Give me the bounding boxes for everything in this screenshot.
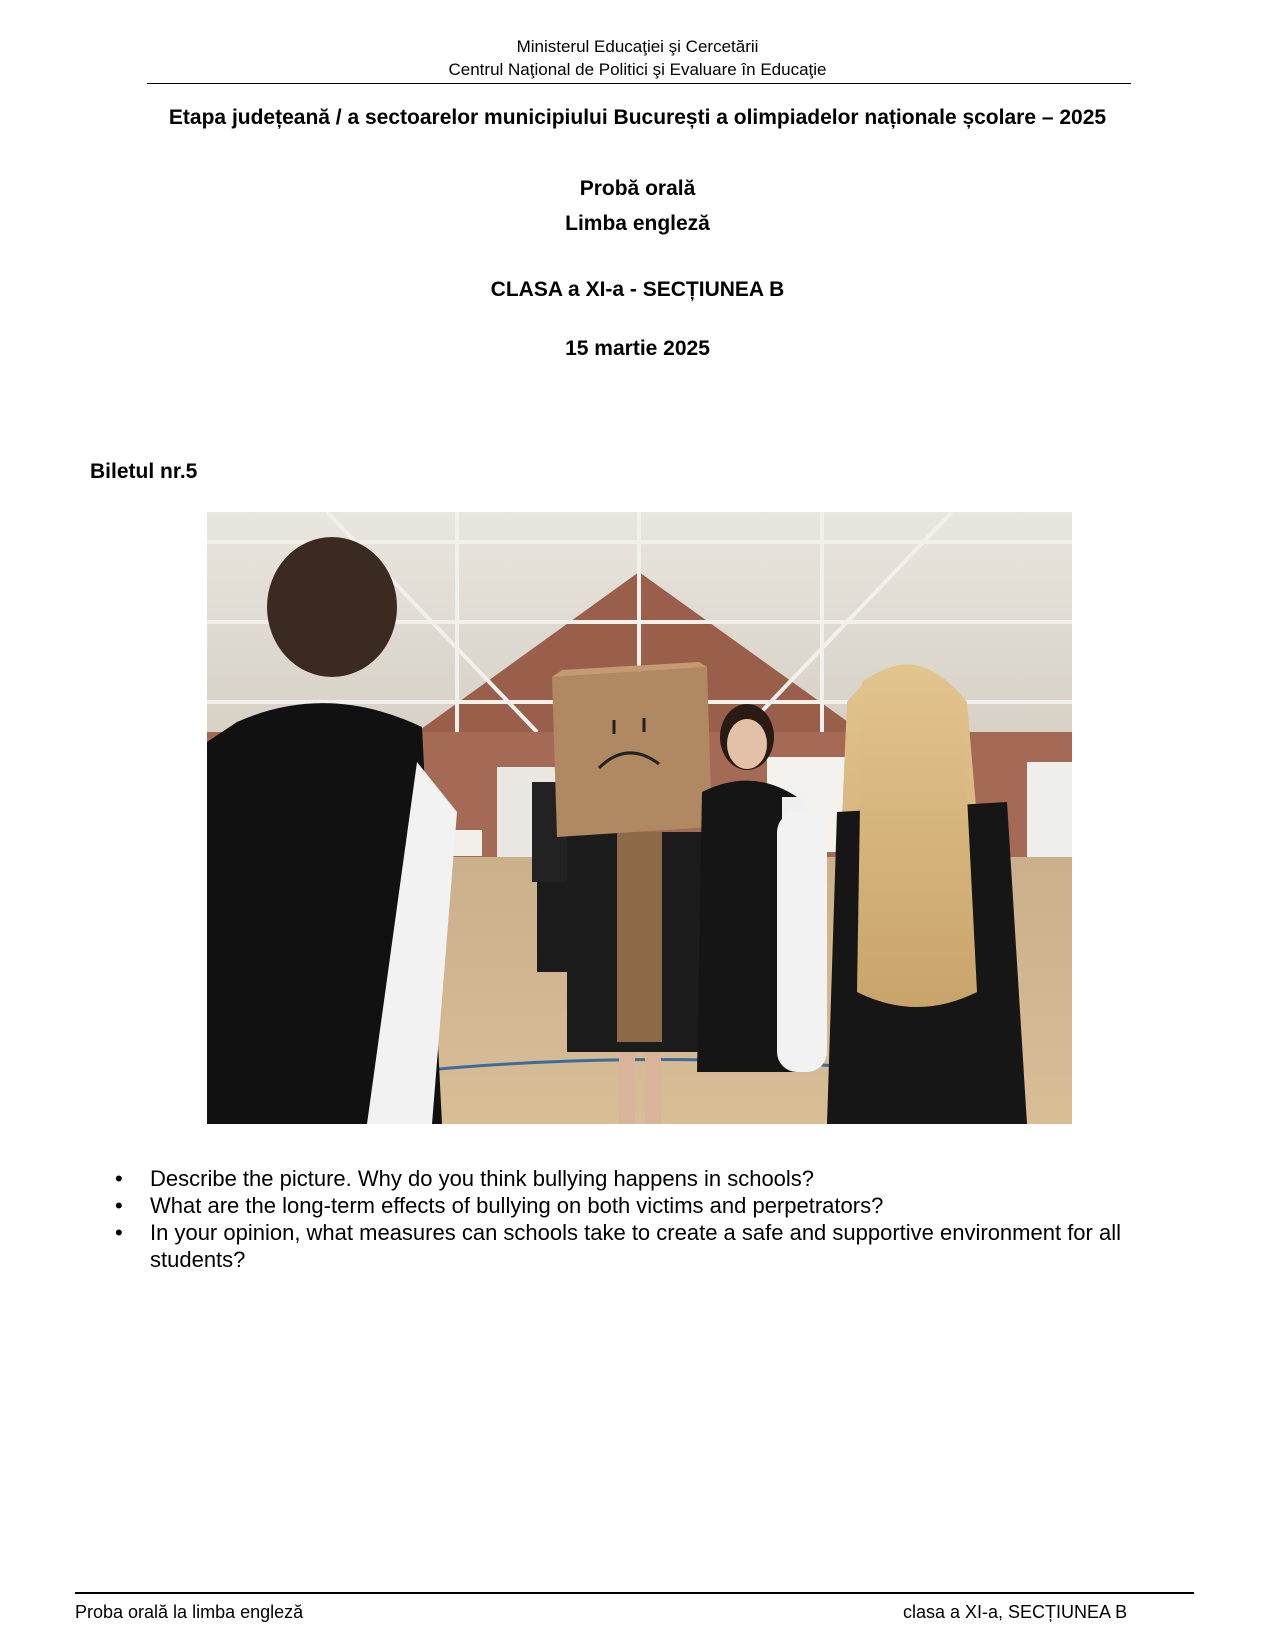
header-divider (147, 83, 1131, 84)
ticket-label: Biletul nr.5 (90, 460, 198, 483)
list-item (110, 1165, 1180, 1192)
question-list (110, 1165, 1180, 1273)
bullet-marker: • (115, 1220, 123, 1245)
list-item (110, 1192, 1180, 1219)
question-text: What are the long-term effects of bullying on both victims and perpetrators? (150, 1193, 884, 1218)
footer-divider (75, 1592, 1194, 1594)
olympiad-title: Etapa județeană / a sectoarelor municipiului București a olimpiadelor naționale școlare – 2025 (168, 106, 1107, 129)
question-text: In your opinion, what measures can schools take to create a safe and supportive environment for all students? (150, 1220, 1121, 1272)
footer-exam: Proba orală la limba engleză (75, 1602, 304, 1622)
list-item (110, 1219, 1180, 1273)
question-text: Describe the picture. Why do you think bullying happens in schools? (150, 1166, 815, 1191)
bullet-marker: • (115, 1166, 123, 1191)
footer-grade: clasa a XI-a, SECȚIUNEA B (903, 1602, 1128, 1622)
exam-type: Probă orală (579, 177, 696, 200)
exam-date: 15 martie 2025 (565, 337, 710, 360)
bullet-marker: • (115, 1193, 123, 1218)
header-ministry: Ministerul Educaţiei şi Cercetării (516, 37, 759, 56)
header-center: Centrul Naţional de Politici şi Evaluare în Educaţie (448, 60, 827, 79)
exam-language: Limba engleză (565, 212, 710, 235)
grade-section: CLASA a XI-a - SECȚIUNEA B (490, 278, 785, 301)
bullying-photo (207, 512, 1072, 1124)
